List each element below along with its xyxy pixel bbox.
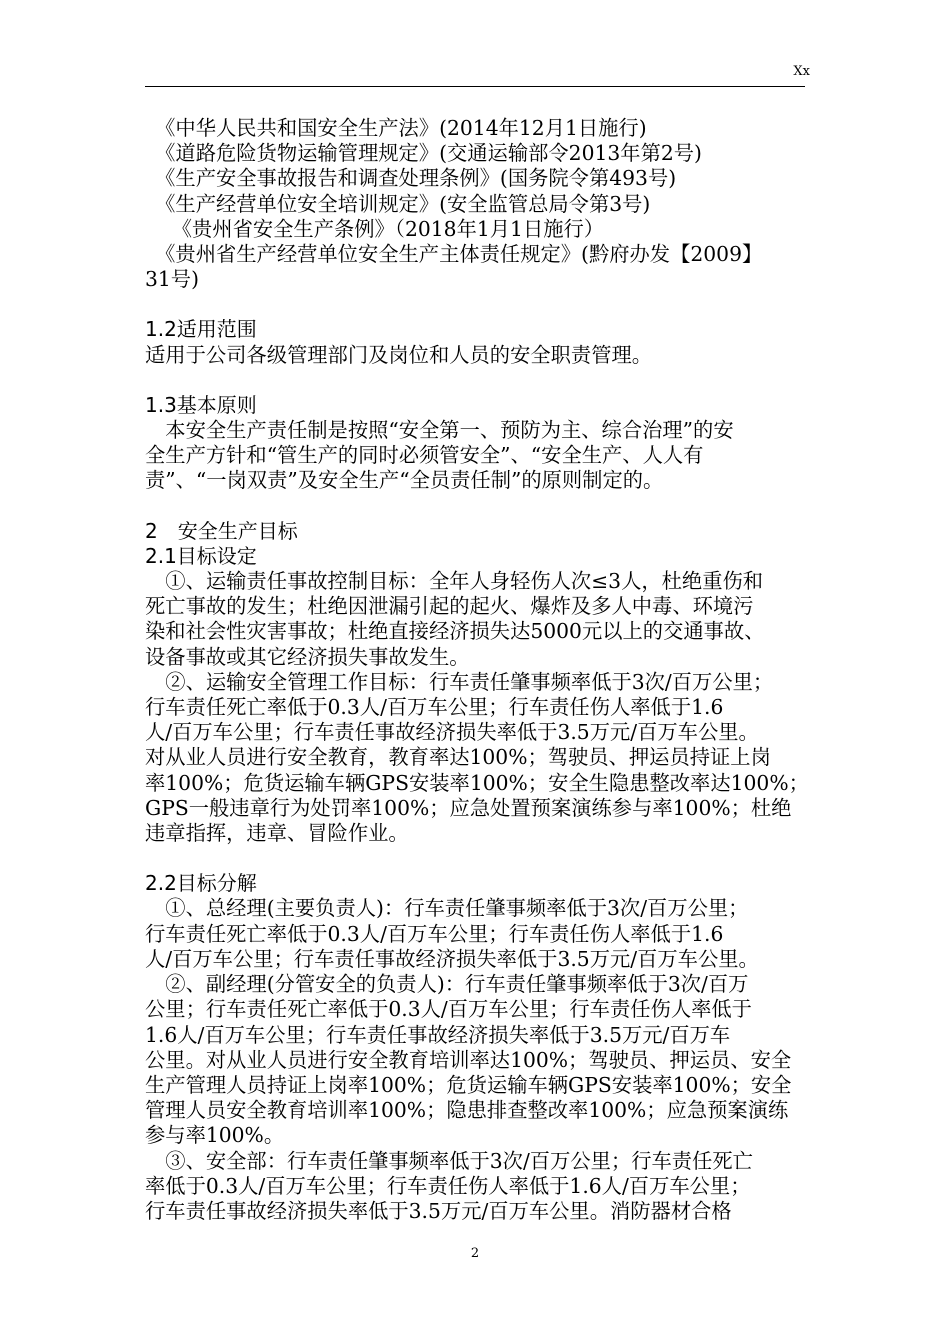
- reference-law-6-cont: 31号): [145, 267, 200, 292]
- paragraph-line: 责”、“一岗双责”及安全生产“全员责任制”的原则制定的。: [145, 468, 664, 493]
- reference-law-4: 《生产经营单位安全培训规定》(安全监管总局令第3号): [145, 191, 651, 216]
- paragraph-line: 染和社会性灾害事故；杜绝直接经济损失达5000元以上的交通事故、: [145, 619, 765, 644]
- paragraph-line: 参与率100%。: [145, 1123, 285, 1148]
- paragraph-line: 率低于0.3人/百万车公里；行车责任伤人率低于1.6人/百万车公里；: [145, 1173, 751, 1198]
- paragraph-line: 死亡事故的发生；杜绝因泄漏引起的起火、爆炸及多人中毒、环境污: [145, 594, 754, 619]
- document-body: [145, 116, 810, 1224]
- paragraph-line: 管理人员安全教育培训率100%；隐患排查整改率100%；应急预案演练: [145, 1098, 789, 1123]
- reference-law-2: 《道路危险货物运输管理规定》(交通运输部令2013年第2号): [145, 141, 702, 166]
- section-heading-1-2: 1.2适用范围: [145, 317, 257, 342]
- reference-law-6: 《贵州省生产经营单位安全生产主体责任规定》(黔府办发【2009】: [145, 242, 763, 267]
- paragraph-line: ②、副经理(分管安全的负责人)：行车责任肇事频率低于3次/百万: [145, 972, 749, 997]
- reference-law-1: 《中华人民共和国安全生产法》(2014年12月1日施行): [145, 116, 647, 140]
- paragraph-line: 本安全生产责任制是按照“安全第一、预防为主、综合治理”的安: [145, 418, 734, 443]
- paragraph-line: GPS一般违章行为处罚率100%；应急处置预案演练参与率100%；杜绝: [145, 795, 792, 820]
- section-heading-1-3: 1.3基本原则: [145, 392, 257, 417]
- reference-law-3: 《生产安全事故报告和调查处理条例》(国务院令第493号): [145, 166, 677, 191]
- paragraph-line: ③、安全部：行车责任肇事频率低于3次/百万公里；行车责任死亡: [145, 1148, 753, 1173]
- paragraph-line: ②、运输安全管理工作目标：行车责任肇事频率低于3次/百万公里；: [145, 669, 774, 694]
- paragraph-line: 人/百万车公里；行车责任事故经济损失率低于3.5万元/百万车公里。: [145, 946, 759, 971]
- paragraph-line: 率100%；危货运输车辆GPS安装率100%；安全生隐患整改率达100%；: [145, 770, 809, 795]
- paragraph-line: ①、总经理(主要负责人)：行车责任肇事频率低于3次/百万公里；: [145, 896, 749, 921]
- paragraph-line: 违章指挥，违章、冒险作业。: [145, 821, 409, 846]
- paragraph-line: 对从业人员进行安全教育，教育率达100%；驾驶员、押运员持证上岗: [145, 745, 771, 770]
- paragraph-line: 公里；行车责任死亡率低于0.3人/百万车公里；行车责任伤人率低于: [145, 997, 752, 1022]
- paragraph-line: 人/百万车公里；行车责任事故经济损失率低于3.5万元/百万车公里。: [145, 720, 759, 745]
- page-number: 2: [470, 1246, 480, 1261]
- paragraph-line: 生产管理人员持证上岗率100%；危货运输车辆GPS安装率100%；安全: [145, 1072, 792, 1097]
- paragraph-line: 公里。对从业人员进行安全教育培训率达100%；驾驶员、押运员、安全: [145, 1047, 792, 1072]
- paragraph-line: 1.6人/百万车公里；行车责任事故经济损失率低于3.5万元/百万车: [145, 1022, 731, 1047]
- header-divider: [145, 86, 805, 87]
- section-heading-2: 2 安全生产目标: [145, 518, 298, 543]
- paragraph-line: ①、运输责任事故控制目标：全年人身轻伤人次≤3人，杜绝重伤和: [145, 569, 764, 594]
- section-heading-2-2: 2.2目标分解: [145, 871, 257, 896]
- paragraph-line: 行车责任事故经济损失率低于3.5万元/百万车公里。消防器材合格: [145, 1198, 732, 1223]
- paragraph-line: 全生产方针和“管生产的同时必须管安全”、“安全生产、人人有: [145, 443, 704, 468]
- paragraph-line: 行车责任死亡率低于0.3人/百万车公里；行车责任伤人率低于1.6: [145, 695, 724, 720]
- section-heading-2-1: 2.1目标设定: [145, 543, 257, 568]
- paragraph-line: 适用于公司各级管理部门及岗位和人员的安全职责管理。: [145, 342, 653, 367]
- reference-law-5: 《贵州省安全生产条例》（2018年1月1日施行）: [145, 216, 605, 241]
- paragraph-line: 设备事故或其它经济损失事故发生。: [145, 644, 470, 669]
- page-header-text: Xx: [793, 64, 810, 79]
- paragraph-line: 行车责任死亡率低于0.3人/百万车公里；行车责任伤人率低于1.6: [145, 921, 724, 946]
